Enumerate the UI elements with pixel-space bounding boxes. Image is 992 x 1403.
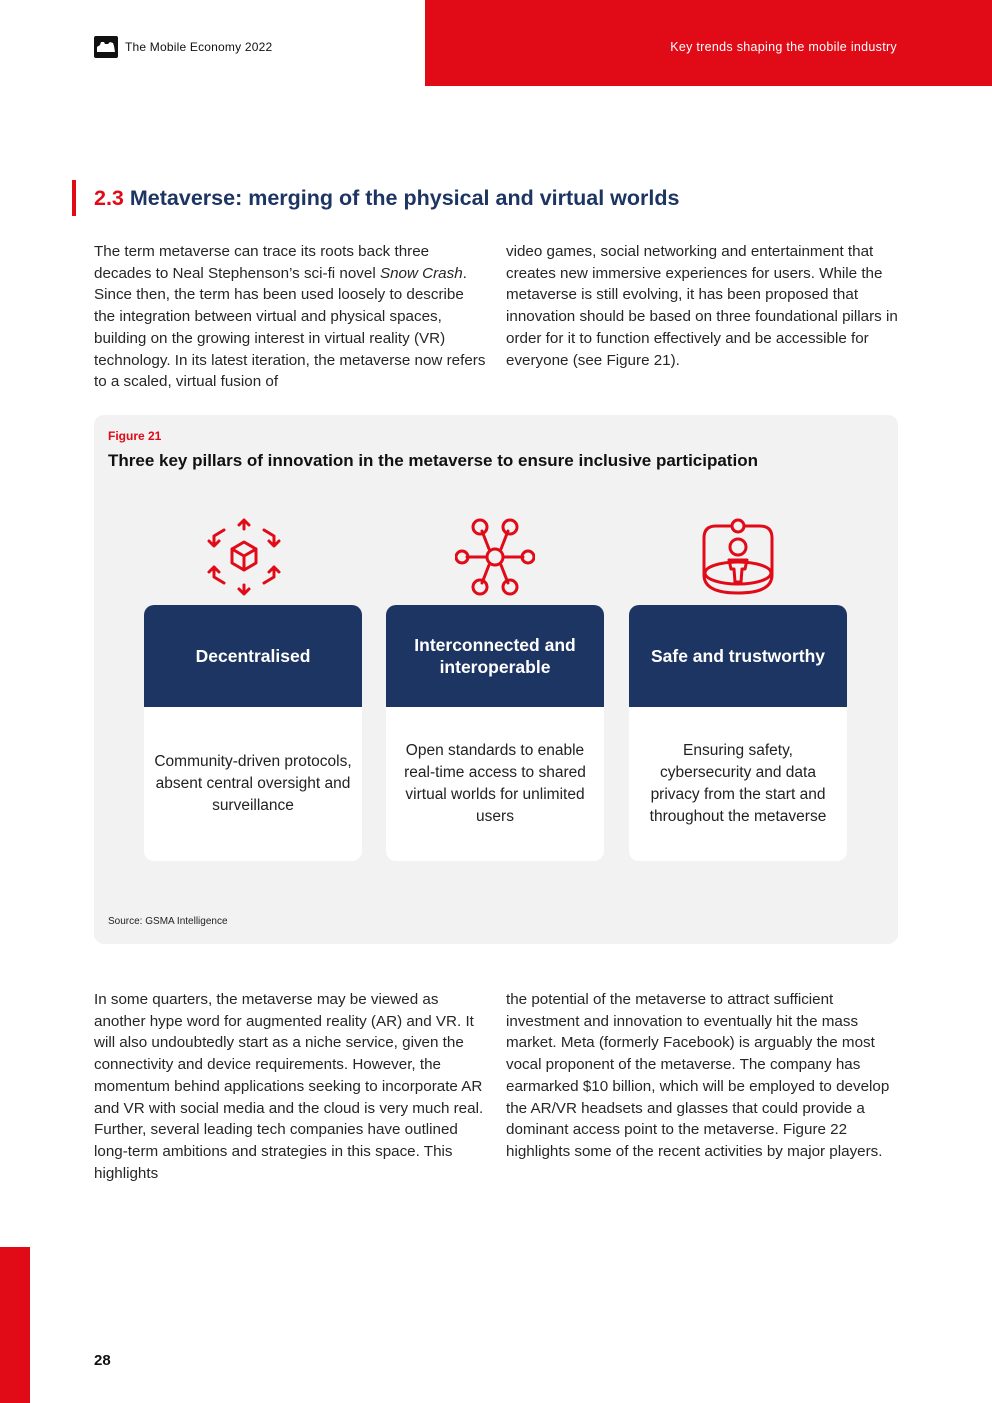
section-number: 2.3 bbox=[94, 186, 124, 210]
pillar-card-interconnected bbox=[386, 605, 604, 861]
section-title bbox=[94, 186, 679, 211]
pillar-title: Safe and trustworthy bbox=[629, 605, 847, 707]
pillar-description: Open standards to enable real-time access to shared virtual worlds for unlimited users bbox=[404, 742, 586, 825]
page-side-accent bbox=[0, 1247, 30, 1403]
publication-title: The Mobile Economy 2022 bbox=[125, 40, 273, 54]
intro-paragraph-right: video games, social networking and entertainment that creates new immersive experiences for users. While the metaverse is still evolving, it has been proposed that innovation should be based on three foundational pillars in order for it to function effectively and be accessible for everyone (see Figure 21). bbox=[506, 243, 898, 369]
gsma-logo bbox=[94, 36, 118, 58]
header-band bbox=[425, 0, 992, 86]
pillar-title: Interconnected and interoperable bbox=[386, 605, 604, 707]
pillar-card-safe bbox=[629, 605, 847, 861]
closing-paragraph-right: the potential of the metaverse to attract sufficient investment and innovation to eventually hit the mass market. Meta (formerly Facebook) is arguably the most vocal proponent of the metaverse. The company has earmarked $10 billion, which will be employed to develop the AR/VR headsets and glasses that could provide a dominant access point to the metaverse. Figure 22 highlights some of the recent activities by major players. bbox=[506, 991, 890, 1160]
figure-21 bbox=[94, 415, 898, 944]
book-title: Snow Crash bbox=[379, 264, 463, 282]
intro-text-run: The term metaverse can trace its roots back three decades to Neal Stephenson’s sci-fi novel bbox=[94, 243, 430, 282]
figure-source: Source: GSMA Intelligence bbox=[108, 916, 228, 927]
decentralised-cube-icon bbox=[204, 517, 284, 597]
figure-label: Figure 21 bbox=[108, 429, 162, 443]
safe-user-icon bbox=[698, 517, 778, 597]
section-header: Key trends shaping the mobile industry bbox=[670, 40, 897, 54]
section-title-text: Metaverse: merging of the physical and virtual worlds bbox=[129, 186, 680, 210]
pillar-description: Ensuring safety, cybersecurity and data privacy from the start and throughout the metaverse bbox=[649, 742, 827, 825]
pillar-title: Decentralised bbox=[144, 605, 362, 707]
pillar-description: Community-driven protocols, absent central oversight and surveillance bbox=[154, 753, 352, 814]
intro-text-run: . Since then, the term has been used loosely to describe the integration between virtual and physical spaces, building on the growing interest in virtual reality (VR) technology. In its latest iteration, the metaverse now refers to a scaled, virtual fusion of bbox=[94, 264, 486, 391]
title-accent-bar bbox=[72, 180, 76, 216]
figure-title: Three key pillars of innovation in the metaverse to ensure inclusive participation bbox=[108, 451, 758, 470]
closing-paragraph-left: In some quarters, the metaverse may be viewed as another hype word for augmented reality (AR) and VR. It will also undoubtedly start as a niche service, given the connectivity and device requirements. However, the momentum behind applications seeking to incorporate AR and VR with social media and the cloud is very much real. Further, several leading tech companies have outlined long-term ambitions and strategies in this space. This highlights bbox=[94, 991, 484, 1182]
pillar-card-decentralised bbox=[144, 605, 362, 861]
network-nodes-icon bbox=[455, 517, 535, 597]
page-number: 28 bbox=[94, 1352, 111, 1369]
intro-paragraph-left bbox=[94, 241, 489, 393]
